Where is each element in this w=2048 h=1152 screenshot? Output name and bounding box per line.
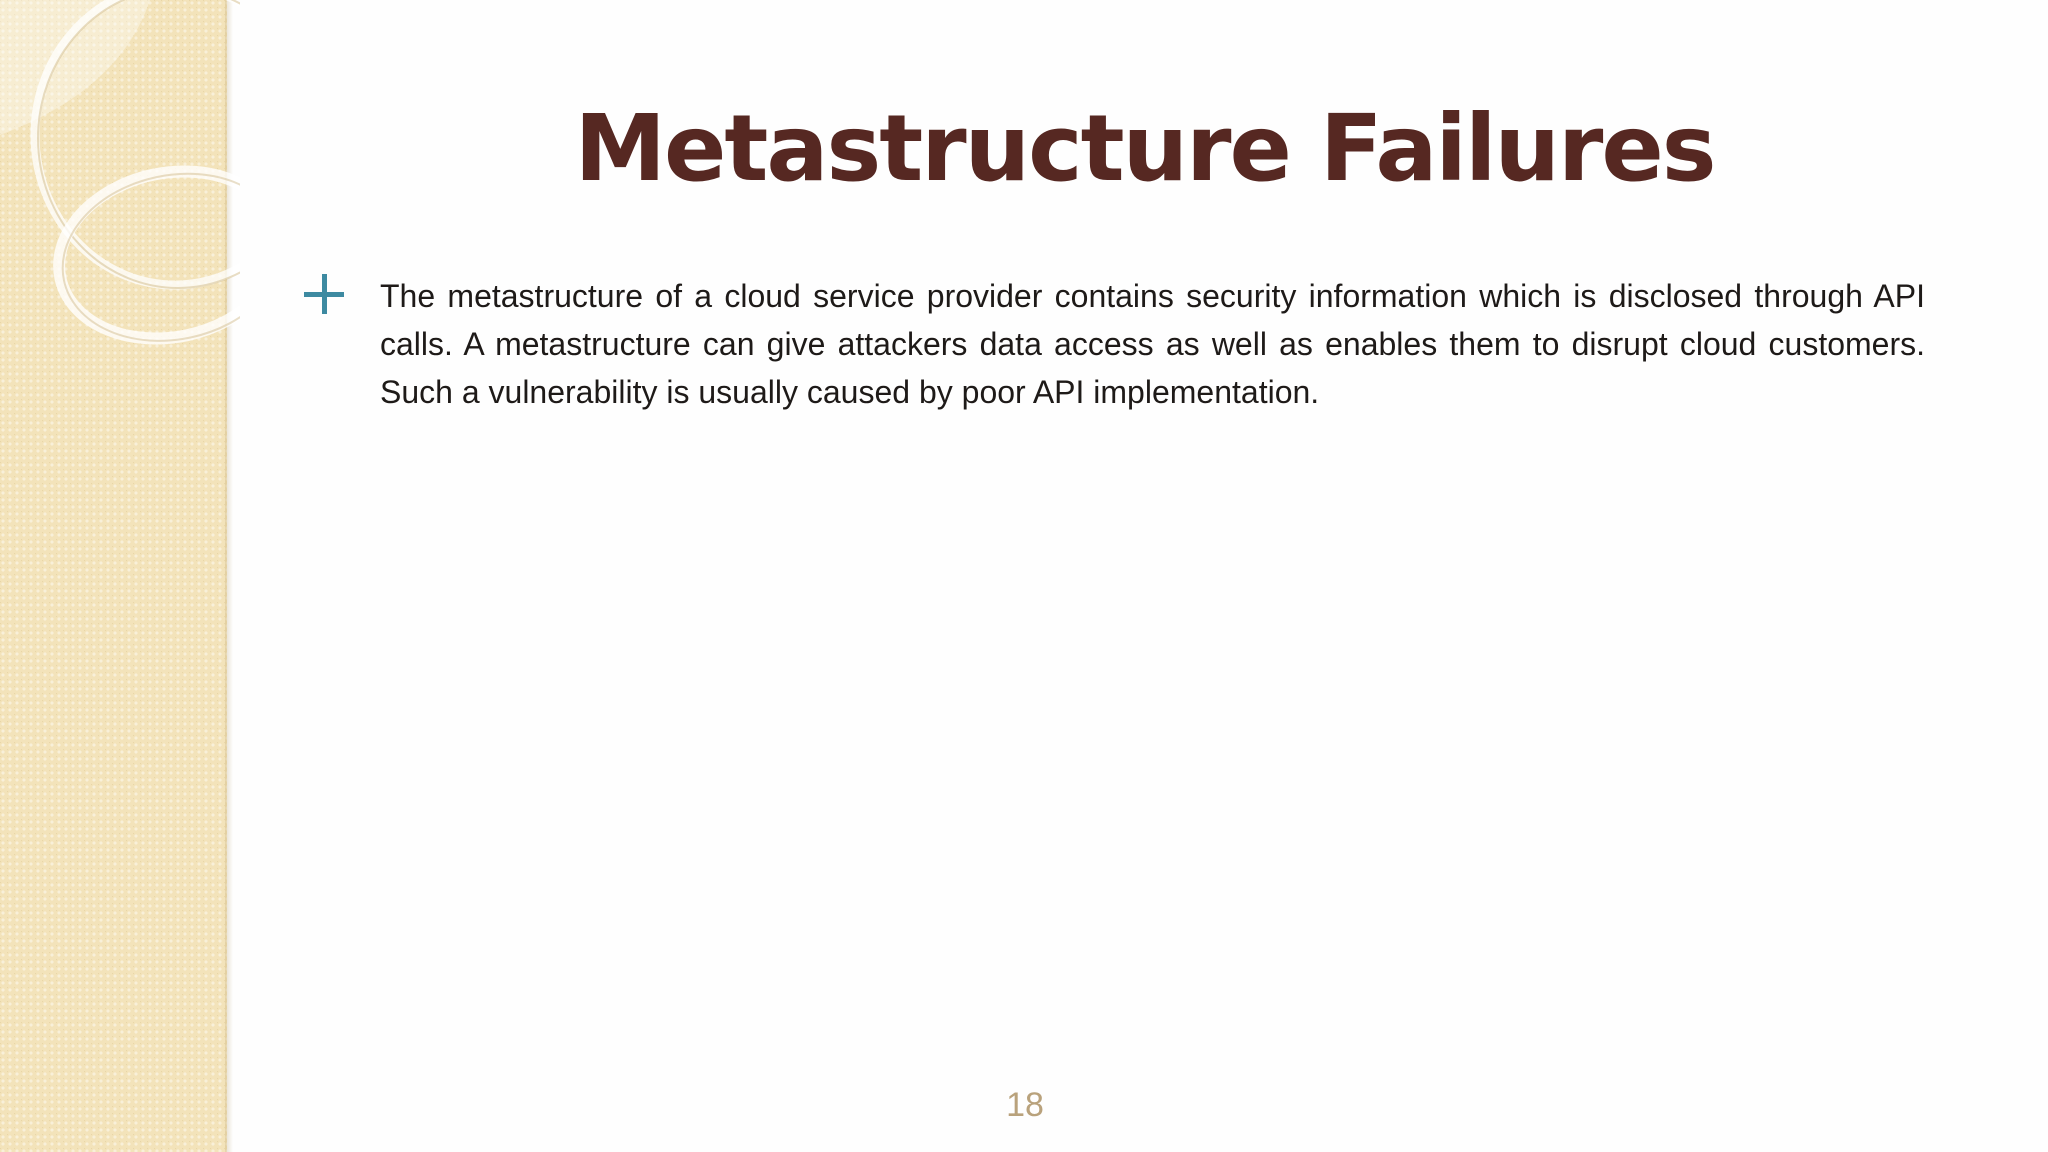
bullet-item [300,272,1925,416]
ring-ornament-icon [0,0,240,400]
decorative-side-panel [0,0,227,1152]
page-number: 18 [1006,1086,1044,1124]
bullet-text: The metastructure of a cloud service provider contains security information which is disclosed through API calls. A metastructure can give attackers data access as well as enables them to disrupt cloud customers. Such a vulnerability is usually caused by poor API implementation. [380,278,1925,410]
slide-title: Metastructure Failures [574,95,1715,202]
bullet-list [300,272,1925,416]
plus-icon [304,274,344,314]
